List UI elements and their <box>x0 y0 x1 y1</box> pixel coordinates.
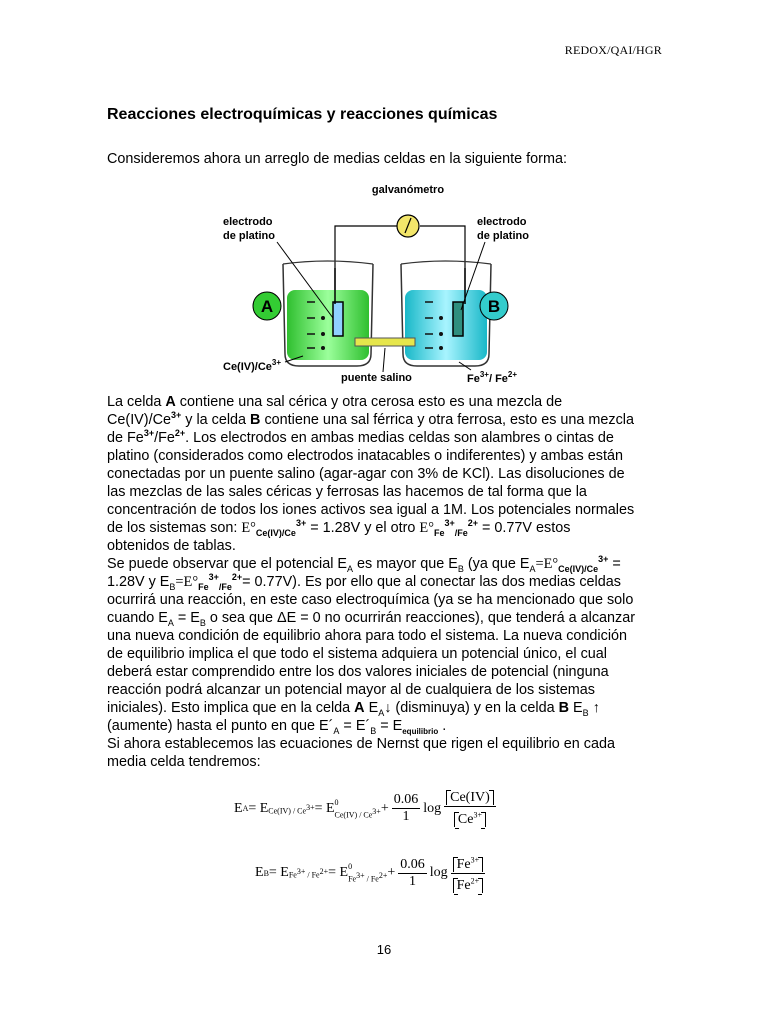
salt-bridge-pointer <box>383 348 385 372</box>
cell-a-badge <box>253 292 281 320</box>
cell-b-badge <box>480 292 508 320</box>
svg-text:B: B <box>487 297 501 316</box>
paragraph-1: La celda A contiene una sal cérica y otra cerosa esto es una mezcla de $Ce(IV)/Ce^{3+}$ y la celda B contiene una sal férrica y otra ferrosa, esto es una mezcla de $Fe^{3+}/Fe^{2+}$. Los electrodos en ambas medias celdas son alambres o cintas de platino (considerados como electrodos inatacables o indiferentes) y ambas están conectadas por un puente salino (agar-agar con 3% de KCl). Las disoluciones de las mezclas de las sales céricas y ferrosas las hacemos de tal forma que la concentración de todos los iones activos sea igual a 1M. Los potenciales normales de los sistemas son: $E^\circ_{Ce(IV)/Ce}^{3+} = 1.28V$ y el otro $E^\circ_{Fe}^{3+}_{/Fe}^{2+} = 0.77V$ estos obtenidos de tablas. <box>107 394 635 554</box>
couple-left-label: $Ce(IV)/Ce^{3+}$ <box>223 358 282 373</box>
nernst-equation-b: E B = E $Fe^{3+} / Fe^{2+}$ = E 0 $Fe^{3+} / Fe^{2+}$ + $\frac{0.06}{1}$ log $\frac{Fe^{3+}}{Fe^{2+}}$ <box>255 852 488 894</box>
electrode-right-label-2: de platino <box>477 230 529 242</box>
electrode-left-label-1: electrodo <box>223 216 273 228</box>
salt-bridge <box>355 338 415 346</box>
couple-right-label: $Fe^{3+}/$ $Fe^{2+}$ <box>467 370 518 385</box>
section-title: Reacciones electroquímicas y reacciones químicas <box>107 106 498 123</box>
electrode-right-label-1: electrodo <box>477 216 527 228</box>
svg-text:A: A <box>260 297 274 316</box>
beaker-b <box>401 261 491 366</box>
electrode-left-label-2: de platino <box>223 230 275 242</box>
galvanometer-label: galvanómetro <box>371 184 445 196</box>
electrochemical-cell-figure <box>215 178 545 390</box>
intro-text: Consideremos ahora un arreglo de medias celdas en la siguiente forma: <box>107 151 567 167</box>
running-header: REDOX/QAI/HGR <box>564 43 662 57</box>
page-number: 16 <box>376 942 392 957</box>
salt-bridge-label: puente salino <box>341 372 412 384</box>
nernst-equation-a: E A = E $Ce(IV) / Ce^{3+}$ = E 0 $Ce(IV) / Ce^{3+}$ + $\frac{0.06}{1}$ log $\frac{Ce(IV)}{Ce^{3+}}$ <box>234 790 499 828</box>
beaker-a <box>283 261 373 366</box>
body-text <box>107 393 667 771</box>
galvanometer-icon <box>397 215 419 237</box>
paragraph-3: Si ahora establecemos las ecuaciones de Nernst que rigen el equilibrio en cada media celda tendremos: <box>107 736 615 770</box>
paragraph-2: Se puede observar que el potencial $E_A$ es mayor que $E_B$ (ya que $E_A=E^\circ_{Ce(IV)/Ce}^{3+}$ = 1.28V y $E_B=E^\circ_{Fe}^{3+}_{/Fe}^{2+}= 0.77V$). Es por ello que al conectar las dos medias celdas ocurrirá una reacción, en este caso electroquímica (ya se ha mencionado que solo cuando $E_A = E_B$ o sea que ΔE = 0 no ocurrirán reacciones), que tenderá a alcanzar una nueva condición de equilibrio ahora para todo el sistema. La nueva condición de equilibrio implica el que todo el sistema adquiera un potencial único, el cual deberá estar comprendido entre los dos valores iniciales de potencial (ninguna reacción podrá alcanzar un potencial mayor al de cualquiera de los sistemas iniciales). Esto implica que en la celda A $E_A↓$ (disminuya) y en la celda B $E_B$ ↑ (aumente) hasta el punto en que $E´_A$ = $E´_B = E_{equilibrio}$ . <box>107 554 636 736</box>
